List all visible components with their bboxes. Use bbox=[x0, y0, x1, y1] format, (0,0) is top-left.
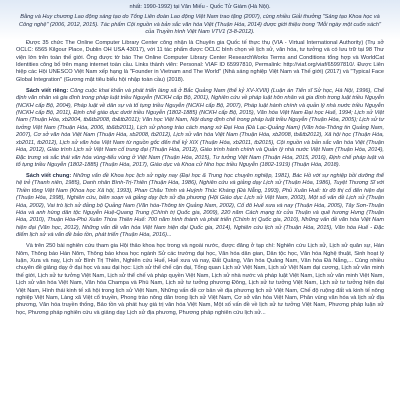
paragraph-lead: Sách viết riêng: bbox=[26, 87, 69, 94]
paragraph-lead: Sách viết chung: bbox=[26, 172, 72, 179]
paragraph-text: Và trên 250 bài nghiên cứu tham gia Hội thảo khoa học trong và ngoài nước, được đăng ở tạp chí: Nghiên cứu Lịch sử, Lịch sử quân sự, Hán Nôm, Thông báo Hán Nôm, Thông báo khoa học ngành Sử các trường đại học, Văn hóa dân gian, Dân tộc học, Văn hóa Nghệ thuật, Sinh hoạt lý luận, Xưa và nay, Lịch sử Bình Trị Thiên, Nghiên cứu Huế, Huế xưa và nay, Đất Quảng, Văn hóa Quảng Nam, Văn hóa Đà Nẵng,... Cùng nhiều chuyên đề giảng dạy ở đại học và sau đại học: Lịch sử thể chế cận đại, Tổng quan Lịch sử Việt Nam, Lịch sử Việt Nam đại cương, Lịch sử văn minh thế giới, Lịch sử tư tưởng Việt Nam, Lịch sử thể chế và pháp quyền Việt Nam, Lịch sử nhà nước và pháp luật Việt Nam, Lịch sử văn minh Việt Nam, Lịch sử văn hóa Việt Nam, Văn hóa Champa và Phù Nam, Lịch sử tư tưởng phương Đông, Lịch sử tư tưởng Việt Nam, Lịch sử tư tưởng hiện đại Việt Nam, Hình thái kinh tế xã hội trong lịch sử Việt Nam, Những vấn đề cơ bản về địa phương lịch sử Việt Nam, Chế độ ruộng đất và kinh tế nông nghiệp Việt Nam, Làng xã Việt cổ truyền, Phong trào nông dân trong lịch sử Việt Nam, Cơ sở văn hóa Việt Nam, Phân vùng văn hóa và lịch sử địa phương, Văn hóa truyền thống, Bảo tồn và phát huy giá trị văn hóa Việt Nam, Một số vấn đề về lịch sử tư tưởng Việt Nam, Phương pháp luận sử học, Phương pháp nghiên cứu và giảng dạy Lịch sử địa phương, Phương pháp nghiên cứu lịch sử... bbox=[16, 243, 384, 316]
paragraph-text: Được 35 chức The Online Computer Library Center công nhận là Chuyên gia Quốc tế thực thụ (VIA - Virtual International Authority) (Trụ sở OCLC: 6565 Kilgour Place, Dublin OH USA 43017), với 11 tác phẩm được OCLC bình chọn về lịch sử, văn hóa, tư tưởng và có lưu trữ tại 98 Thư viện lớn trên toàn thế giới. Ông được tờ báo The Online Computer Library Center ResearchWorks Terms and Conditions tổng hợp và WorldCat Identities công bố trên mạng internet toàn cầu. Links thành viên: Personal: VIAF ID 65997810, Permalink: http://viaf.org/viaf/65997810/. Được Liên hiệp các Hội UNESCO Việt Nam xếp hạng là "Founder in Vietnam and The World" (Nhà sáng nghiệp Việt Nam và Thế giới) (2017) và "Typical Face Global Integration" (Gương mặt tiêu biểu hội nhập toàn cầu) (2018). bbox=[16, 39, 384, 83]
paragraph-text: Công cuộc khai khẩn và phát triển làng xã ở Bắc Quảng Nam (thế kỷ XV-XVIII) (Luận án Tiến sĩ Sử học, Hà Nội, 1996), Chế định văn nhân và gia đình trong pháp luật triều Nguyễn (NCKH cấp Bộ, 2001), Nghiên cứu về pháp luật hôn nhân và gia đình trong luật triều Nguyễn (NCKH cấp Bộ, 2004), Pháp luật về dân sự và tố tụng triều Nguyễn (NCKH cấp Bộ, 2007), Pháp luật hành chính và quản lý nhà nước triều Nguyễn (NCKH cấp Bộ, 2011), Định chế giáo dục dưới triều Nguyễn (1802-1885) (NCKH cấp Bộ, 2015), Văn hóa Việt Nam Đại học Huế, 1994; Lịch sử Việt Nam (Thuận Hóa, xb2004, tb&tb2008, tb&tb2011); Văn học Việt Nam, Nội dung định chế trong pháp luật triều Nguyễn (Thuận Hóa, 2005); Lịch sử tư tưởng Việt Nam (Thuận Hóa, 2006, tb&tb2011), Lịch sử phong trào cách mạng xứ Đại Hoa (Đà Lạc-Quảng Nam) (Văn hóa-Thông tin Quảng Nam, 2007), Cơ sở văn hóa Việt Nam (Thuận Hóa, xb2008, tb2012), Lịch sử văn hóa Việt Nam (Thuận Hóa, xb2008, tb&tb2012), Xã hội học (Thuận Hóa, xb2011, tb2012), Lịch sử văn hóa Việt Nam từ nguồn gốc đến thế kỷ XIX (Thuận Hóa, xb2011, tb2015), Cội nguồn và bản sắc văn hóa Việt (Thuận Hóa, 2012), Giáo trình Lịch sử Việt Nam cổ trung đại (Thuận Hóa, 2012), Giáo trình hành chính và Quản lý nhà nước Việt Nam (Thuận Hóa, 2014), Đặc trưng và sắc thái văn hóa vùng-tiểu vùng ở Việt Nam (Thuận Hóa, 2015), Tư tưởng Việt Nam (Thuận Hóa, 2015, 2016), Định chế pháp luật và tố tụng triều Nguyễn (1802-1885) (Thuận Hóa, 2017), Giáo dục và Khoa cử Nho học triều Nguyễn (1802-1919) (Thuận Hóa, 2018). bbox=[16, 87, 384, 168]
award-text: Bằng và Huy chương Lao động sáng tạo do Tổng Liên đoàn Lao động Việt Nam trao tặng (2007), cùng nhiều Giải thưởng "Sáng tạo Khoa học và Công nghệ" (2006, 2012, 2015). Tác phẩm Cội nguồn và bản sắc văn hóa Việt (Thuận Hóa, 2014) được giới thiệu trong "Mỗi ngày một cuốn sách" của Truyền hình Việt Nam VTV1 (3-8-2012). bbox=[19, 14, 381, 36]
paragraph-sach-viet-rieng bbox=[16, 88, 384, 169]
top-line: nhất: 1990-1992) tại Văn Miếu - Quốc Tử Giám (Hà Nội). bbox=[129, 4, 271, 10]
paragraph-text: Những vấn đề Khoa học lịch sử ngày nay (Đại học & Trung học chuyên nghiệp, 1981), Bác Hồ với sự nghiệp bồi dưỡng thế hệ trẻ (Thanh niên, 1985), Danh nhân Bình-Trị-Thiên (Thuận Hóa, 1986), Nghiên cứu và giảng dạy Lịch sử (Thuận Hóa, 1986), Tuyệt Thương Sĩ với Thiền tông Việt Nam (Khoa học Xã hội, 1993), Phan Châu Trinh và Huỳnh Thúc Kháng (Đà Nẵng, 1993), Phủ Xuân Huế: từ đô thị cổ đến hiện đại (Thuận Hóa, 1998), Nghiên cứu, biên soạn và giảng dạy lịch sử địa phương (Hội Giáo dục Lịch sử Việt Nam, 2002), Một số vấn đề Lịch sử (Thuận Hóa, 2002), Vai trò lịch sử đảng bộ Quảng Nam (Văn hóa-Thông tin Quảng Nam, 2002), Cố đô Huế xưa và nay (Thuận Hóa, 2005), Tây Sơn-Thuận Hóa và anh hùng dân tộc Nguyễn Huệ-Quang Trung (Chính trị Quốc gia, 2009), 220 năm Cách mạng từ cửa Thuận và quê hương Hưng (Thuận Hóa, 2010), Thuận Hóa-Phú Xuân Thừa Thiên Huế: 700 năm hình thành và phát triển (Chính trị Quốc gia, 2010), Những vấn đề văn hóa Việt Nam hiện đại (Văn học, 2012), Những vấn đề văn hóa Việt Nam hiện đại Quốc gia, 2014), Nghiên cứu lịch sử (Thuận Hóa, 2015), Văn hóa Huế - Đặc điểm lịch sử và vấn đề bảo tồn, phát triển (Thuận Hóa, 2016)... bbox=[16, 172, 384, 239]
paragraph-sach-viet-chung bbox=[16, 173, 384, 240]
document-body bbox=[16, 4, 384, 317]
paragraph-bao-tap-chi bbox=[16, 243, 384, 317]
paragraph-oclc bbox=[16, 40, 384, 84]
